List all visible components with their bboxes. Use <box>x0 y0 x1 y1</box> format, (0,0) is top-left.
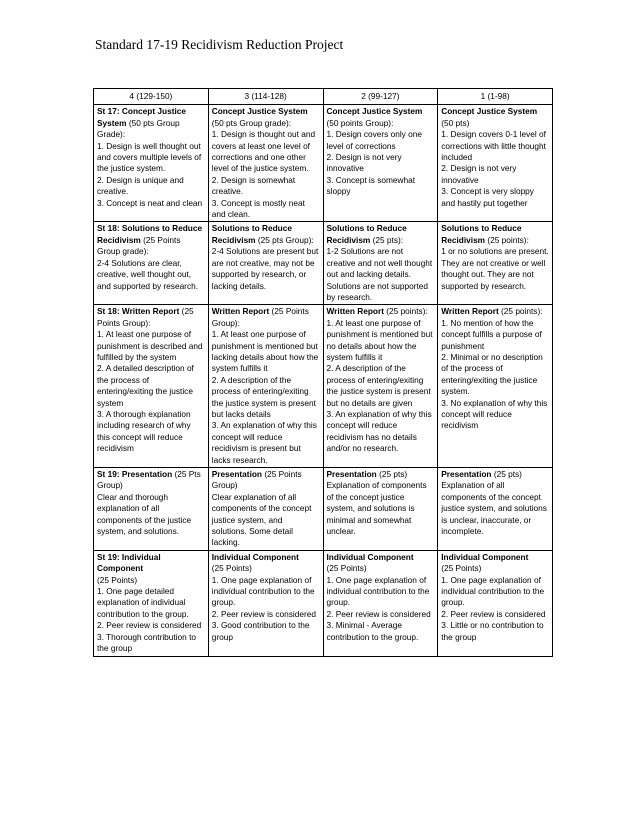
table-row-presentation <box>94 468 553 551</box>
criterion-heading: Written Report <box>211 306 270 317</box>
criterion-description: (25 pts) Explanation of components of the concept justice system, and solutions is minimal and somewhat unclear. <box>326 469 427 537</box>
criterion-heading: Presentation <box>211 469 263 479</box>
criterion-description: (25 points): 1. At least one purpose of punishment is mentioned but no details about how the system fulfills it 2. A description of the process of entering/exiting the justice system is present but no details are given 3. An explanation of why this concept will reduce recidivism has no details and/or no research. <box>326 306 433 454</box>
rubric-cell <box>438 550 553 656</box>
criterion-heading: St 17: Concept Justice System <box>97 106 186 128</box>
criterion-description: (25 Points Group): 1. At least one purpose of punishment is mentioned but lacking details about how the system fulfills it 2. A description of the process of entering/exiting the justice system is present but lacks details 3. An explanation of why this concept will reduce recidivism is present but lacks research. <box>211 306 319 465</box>
criterion-heading: Solutions to Reduce Recidivism <box>326 223 407 245</box>
rubric-cell <box>208 105 323 222</box>
criterion-heading: St 18: Written Report <box>97 306 180 317</box>
criterion-heading: Individual Component <box>211 551 299 562</box>
criterion-heading: Written Report <box>326 306 384 317</box>
rubric-table <box>93 88 553 657</box>
rubric-cell <box>323 550 438 656</box>
page-title: Standard 17-19 Recidivism Reduction Project <box>95 37 344 52</box>
table-row-solutions-to-reduce-recidivism <box>94 222 553 305</box>
criterion-heading: Individual Component <box>441 551 529 562</box>
criterion-description: (25 pts) Explanation of all components of the concept justice system, and solutions is unclear, inaccurate, or incomplete. <box>441 469 547 537</box>
criterion-heading: Concept Justice System <box>441 106 538 117</box>
criterion-description: (25 Points) 1. One page detailed explanation of individual contribution to the group. 2. Peer review is considered 3. Thorough contribution to the group <box>97 574 202 654</box>
rubric-cell <box>94 222 209 305</box>
rubric-cell <box>208 222 323 305</box>
criterion-description: (25 points): 1. No mention of how the concept fulfills a purpose of punishment 2. Minimal or no description of the process of entering/exiting the justice system. 3. No explanation of why this concept will reduce recidivism <box>441 306 548 431</box>
criterion-description: (25 Points) 1. One page explanation of individual contribution to the group. 2. Peer review is considered 3. Good contribution to the group <box>211 563 316 642</box>
criterion-description: (25 Points) 1. One page explanation of individual contribution to the group. 2. Peer review is considered 3. Little or no contribution to the group <box>441 563 546 642</box>
criterion-description: (25 Points Group) Clear explanation of all components of the concept justice system, and solutions. Some detail lacking. <box>211 469 312 548</box>
criterion-heading: St 19: Presentation <box>97 469 173 479</box>
rubric-cell <box>208 550 323 656</box>
rubric-cell <box>208 305 323 468</box>
table-row-individual-component <box>94 550 553 656</box>
criterion-description: (25 Pts Group) Clear and thorough explanation of all components of the justice system, and solutions. <box>97 469 201 537</box>
criterion-heading: Individual Component <box>326 551 414 562</box>
rubric-cell <box>438 305 553 468</box>
criterion-description: (25 Points) 1. One page explanation of individual contribution to the group. 2. Peer review is considered 3. Minimal - Average contribution to the group. <box>326 563 431 642</box>
criterion-description: (50 points Group): 1. Design covers only one level of corrections 2. Design is not very innovative 3. Concept is somewhat sloppy <box>326 117 422 197</box>
criterion-description: (50 pts Group Grade): 1. Design is well thought out and covers multiple levels of the justice system. 2. Design is unique and creative. 3. Concept is neat and clean <box>97 117 203 208</box>
rubric-cell <box>94 105 209 222</box>
rubric-cell <box>208 468 323 551</box>
criterion-description: (25 Points Group grade): 2-4 Solutions are clear, creative, well thought out, and supported by research. <box>97 234 199 291</box>
rubric-cell <box>323 105 438 222</box>
header-cell-score-2: 2 (99-127) <box>323 89 438 105</box>
rubric-cell <box>438 468 553 551</box>
criterion-description: (50 pts) 1. Design covers 0-1 level of corrections with little thought included 2. Design is not very innovative 3. Concept is very sloppy and hastily put together <box>441 117 546 208</box>
criterion-heading: Presentation <box>326 469 377 479</box>
header-row <box>94 89 553 105</box>
criterion-description: (25 pts): 1-2 Solutions are not creative and not well thought out and lacking details. Solutions are not supported by research. <box>326 234 433 302</box>
rubric-cell <box>323 305 438 468</box>
criterion-heading: Concept Justice System <box>326 106 423 117</box>
criterion-heading: Presentation <box>441 469 492 479</box>
criterion-description: (25 points): 1 or no solutions are present. They are not creative or well thought out. They are not supported by research. <box>441 234 549 291</box>
rubric-cell <box>94 550 209 656</box>
rubric-cell <box>94 468 209 551</box>
table-row-written-report <box>94 305 553 468</box>
rubric-cell <box>323 468 438 551</box>
table-row-concept-justice-system <box>94 105 553 222</box>
criterion-heading: Solutions to Reduce Recidivism <box>211 223 292 245</box>
rubric-cell <box>323 222 438 305</box>
rubric-cell <box>94 305 209 468</box>
criterion-heading: St 19: Individual Component <box>97 551 161 574</box>
criterion-description: (25 Points Group): 1. At least one purpose of punishment is described and fulfilled by the system 2. A detailed description of the process of entering/exiting the justice system 3. A thorough explanation including research of why this concept will reduce recidivism <box>97 306 203 454</box>
header-cell-score-1: 1 (1-98) <box>438 89 553 105</box>
rubric-cell <box>438 105 553 222</box>
criterion-description: (25 pts Group): 2-4 Solutions are present but are not creative, may not be supported by research, or lacking details. <box>211 234 319 291</box>
criterion-heading: Concept Justice System <box>211 106 308 117</box>
criterion-heading: Written Report <box>441 306 499 317</box>
header-cell-score-3: 3 (114-128) <box>208 89 323 105</box>
criterion-description: (50 pts Group grade): 1. Design is thought out and covers at least one level of corrections and one other level of the justice system. 2. Design is somewhat creative. 3. Concept is mostly neat and clean. <box>211 117 316 220</box>
criterion-heading: Solutions to Reduce Recidivism <box>441 223 522 245</box>
header-cell-score-4: 4 (129-150) <box>94 89 209 105</box>
criterion-heading: St 18: Solutions to Reduce Recidivism <box>97 223 203 245</box>
rubric-cell <box>438 222 553 305</box>
